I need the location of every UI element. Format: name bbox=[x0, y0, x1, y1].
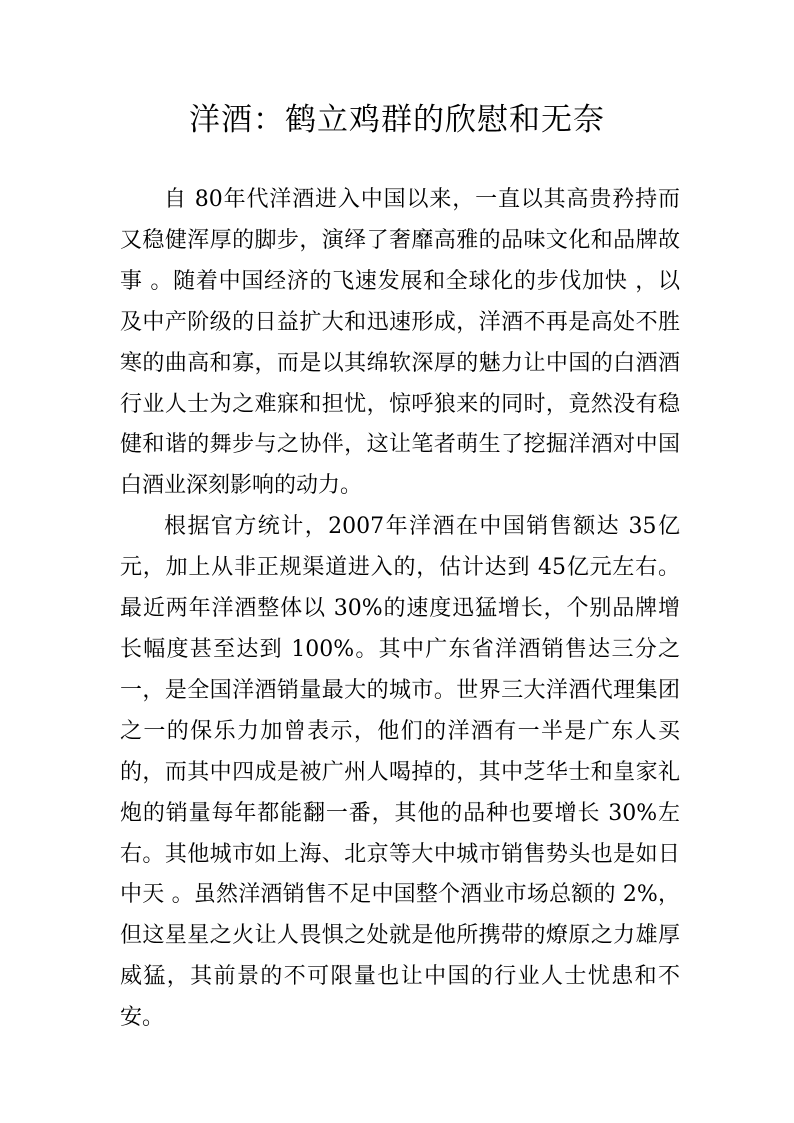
paragraph-statistics: 根据官方统计，2007年洋酒在中国销售额达 35亿元，加上从非正规渠道进入的，估计达到 45亿元左右。最近两年洋酒整体以 30%的速度迅猛增长，个别品牌增长幅度甚至达到 100%。其中广东省洋酒销售达三分之一，是全国洋酒销量最大的城市。世界三大洋酒代理集团之一的保乐力加曾表示，他们的洋酒有一半是广东人买的，而其中四成是被广州人喝掉的，其中芝华士和皇家礼炮的销量每年都能翻一番，其他的品种也要增长 30%左右。其他城市如上海、北京等大中城市销售势头也是如日中天 。虽然洋酒销售不足中国整个酒业市场总额的 2%，但这星星之火让人畏惧之处就是他所携带的燎原之力雄厚威猛，其前景的不可限量也让中国的行业人士忧患和不安。 bbox=[120, 514, 680, 1031]
document-title: 洋酒：鹤立鸡群的欣慰和无奈 bbox=[189, 102, 605, 138]
paragraph-intro: 自 80年代洋酒进入中国以来，一直以其高贵矜持而又稳健浑厚的脚步，演绎了奢靡高雅的品味文化和品牌故事 。随着中国经济的飞速发展和全球化的步伐加快 ，以及中产阶级的日益扩大和迅速形成，洋酒不再是高处不胜寒的曲高和寡，而是以其绵软深厚的魅力让中国的白酒酒行业人士为之难寐和担忧，惊呼狼来的同时，竟然没有稳健和谐的舞步与之协伴，这让笔者萌生了挖掘洋酒对中国白酒业深刻影响的动力。 bbox=[120, 187, 680, 499]
document-body bbox=[120, 180, 680, 1039]
